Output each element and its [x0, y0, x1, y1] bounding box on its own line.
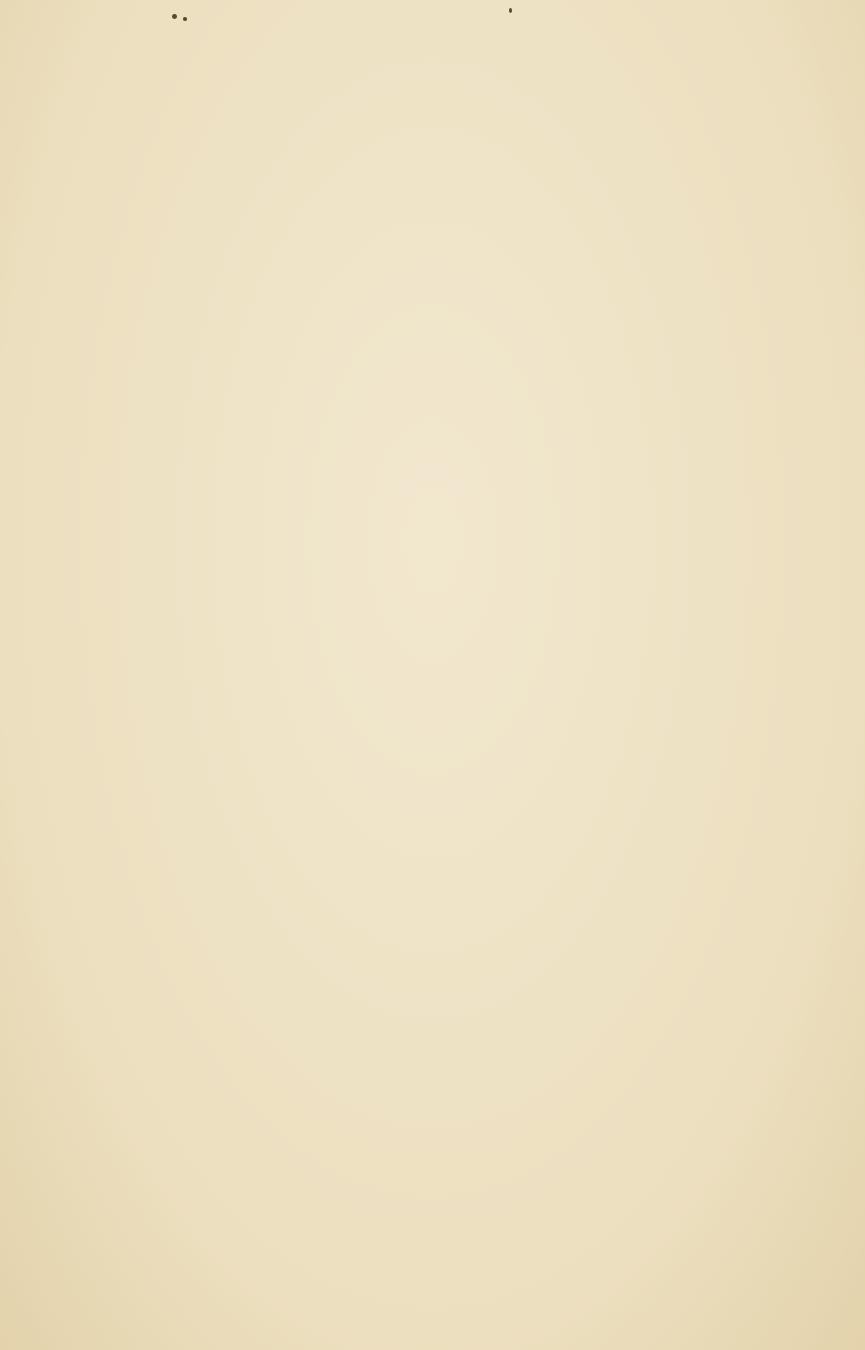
section-35: [80, 1050, 770, 1080]
section-first-line: [80, 1050, 770, 1080]
ink-speck: [172, 14, 177, 19]
ink-speck: [509, 8, 512, 13]
ink-speck: [183, 17, 187, 21]
